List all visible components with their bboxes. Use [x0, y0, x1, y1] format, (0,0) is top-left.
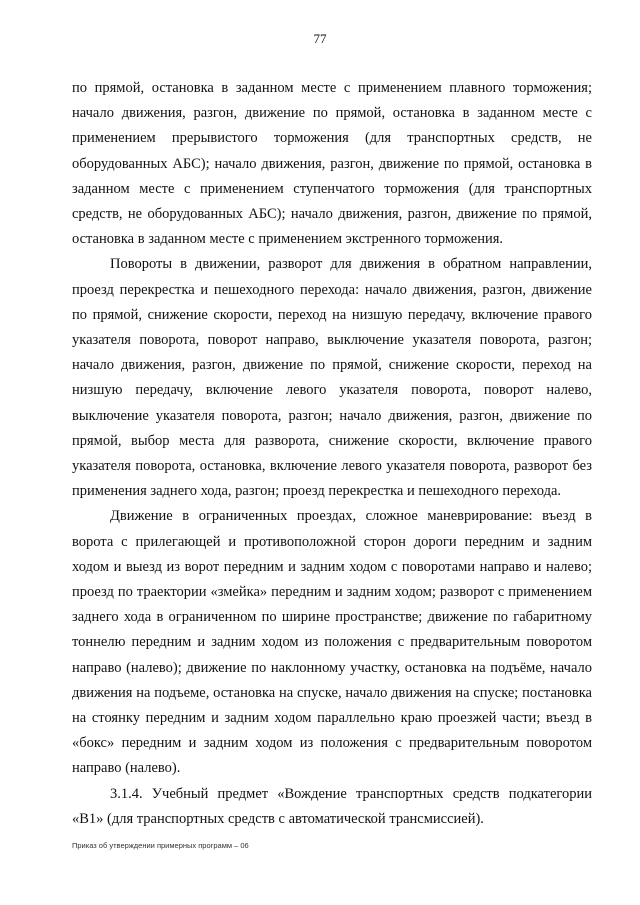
page-number: 77: [313, 31, 327, 46]
section-heading-3-1-4: 3.1.4. Учебный предмет «Вождение транспортных средств подкатегории «В1» (для транспортных средств с автоматической трансмиссией).: [72, 785, 592, 827]
paragraph-maneuvering: Движение в ограниченных проездах, сложное маневрирование: въезд в ворота с прилегающей и противоположной сторон дороги передним и задним ходом и выезд из ворот передним и задним ходом с поворотами направо и налево; проезд по траектории «змейка» передним и задним ходом; разворот с применением заднего хода в ограниченном по ширине пространстве; движение по габаритному тоннелю передним и задним ходом из положения с предварительным поворотом направо (налево); движение по наклонному участку, остановка на подъёме, начало движения на подъеме, остановка на спуске, начало движения на спуске; постановка на стоянку передним и задним ходом параллельно краю проезжей части; въезд в «бокс» передним и задним ходом из положения с предварительным поворотом направо (налево).: [72, 508, 592, 777]
paragraph-turns: Повороты в движении, разворот для движения в обратном направлении, проезд перекрестка и пешеходного перехода: начало движения, разгон, движение по прямой, снижение скорости, переход на низшую передачу, включение правого указателя поворота, поворот направо, выключение указателя поворота, разгон; начало движения, разгон, движение по прямой, снижение скорости, переход на низшую передачу, включение левого указателя поворота, поворот налево, выключение указателя поворота, разгон; начало движения, разгон, движение по прямой, выбор места для разворота, снижение скорости, включение правого указателя поворота, остановка, включение левого указателя поворота, разворот без применения заднего хода, разгон; проезд перекрестка и пешеходного перехода.: [72, 256, 592, 500]
footer-note: Приказ об утверждении примерных программ – 06: [72, 841, 249, 850]
document-body: [72, 76, 592, 832]
paragraph-braking: по прямой, остановка в заданном месте с применением плавного торможения; начало движения, разгон, движение по прямой, остановка в заданном месте с применением прерывистого торможения (для транспортных средств, не оборудованных АБС); начало движения, разгон, движение по прямой, остановка в заданном месте с применением ступенчатого торможения (для транспортных средств, не оборудованных АБС); начало движения, разгон, движение по прямой, остановка в заданном месте с применением экстренного торможения.: [72, 80, 592, 248]
